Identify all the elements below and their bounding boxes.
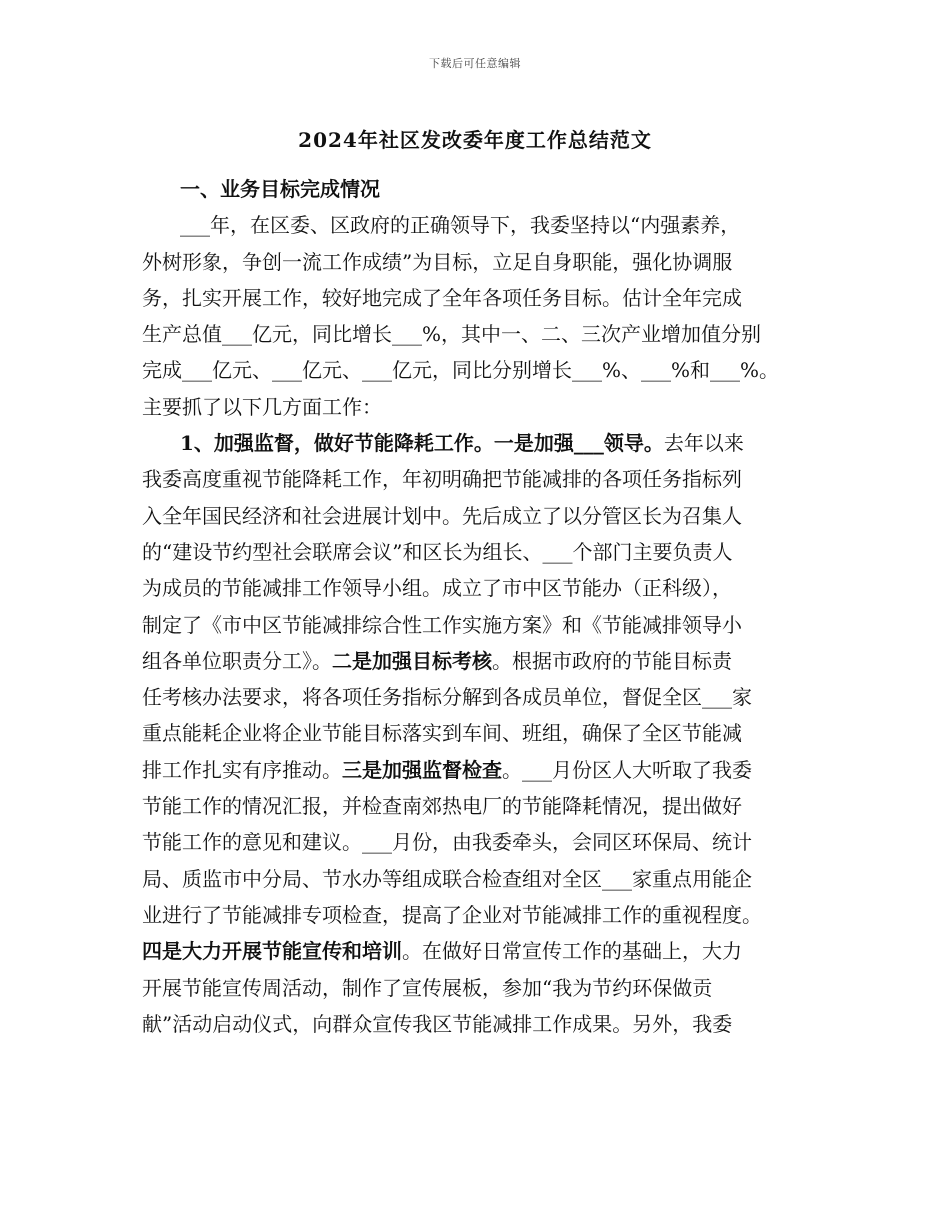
paragraph-line	[142, 643, 822, 679]
paragraph-text: 开展节能宣传周活动，制作了宣传展板，参加“我为节约环保做贡	[142, 975, 713, 1000]
paragraph-line	[142, 389, 822, 425]
paragraph-line	[142, 824, 822, 860]
paragraph-text: 献”活动启动仪式，向群众宣传我区节能减排工作成果。另外，我委	[142, 1011, 733, 1036]
section-heading-text: 一、业务目标完成情况	[180, 177, 380, 201]
paragraph-line	[142, 425, 822, 461]
paragraph-text: 的“建设节约型社会联席会议”和区长为组长、___个部门主要负责人	[142, 539, 733, 564]
paragraph-line	[142, 897, 822, 933]
paragraph-line	[142, 1006, 822, 1042]
paragraph-line	[142, 280, 822, 316]
paragraph-line	[142, 461, 822, 497]
paragraph-text: 我委高度重视节能降耗工作，年初明确把节能减排的各项任务指标列	[142, 467, 742, 492]
page-header-note: 下载后可任意编辑	[429, 57, 521, 70]
paragraph-line	[142, 244, 822, 280]
paragraph-text: 排工作扎实有序推动。	[142, 757, 342, 782]
paragraph-text: 去年以来	[663, 431, 744, 456]
bold-lead: 三是加强监督检查	[342, 757, 502, 782]
paragraph-text: 为成员的节能减排工作领导小组。成立了市中区节能办（正科级），	[142, 576, 732, 601]
bold-lead: 四是大力开展节能宣传和培训	[142, 939, 402, 964]
paragraph-line	[142, 534, 822, 570]
document-body	[142, 171, 822, 1042]
paragraph-text: 。在做好日常宣传工作的基础上，大力	[402, 939, 742, 964]
paragraph-text: 局、质监市中分局、节水办等组成联合检查组对全区___家重点用能企	[142, 866, 752, 891]
section-heading	[142, 171, 822, 207]
paragraph-line	[142, 752, 822, 788]
paragraph-text: 入全年国民经济和社会进展计划中。先后成立了以分管区长为召集人	[142, 503, 742, 528]
paragraph-line	[142, 861, 822, 897]
paragraph-line	[142, 715, 822, 751]
paragraph-text: 节能工作的意见和建议。___月份，由我委牵头，会同区环保局、统计	[142, 830, 752, 855]
paragraph-line	[142, 352, 822, 388]
paragraph-text: 重点能耗企业将企业节能目标落实到车间、班组，确保了全区节能减	[142, 721, 742, 746]
paragraph-text: ___年，在区委、区政府的正确领导下，我委坚持以“内强素养，	[180, 213, 741, 238]
paragraph-line	[142, 570, 822, 606]
paragraph-text: 完成___亿元、___亿元、___亿元，同比分别增长___%、___%和___%。	[142, 358, 780, 383]
paragraph-text: 主要抓了以下几方面工作：	[142, 394, 382, 419]
paragraph-text: 。___月份区人大听取了我委	[502, 757, 752, 782]
paragraph-line	[142, 788, 822, 824]
paragraph-line	[142, 607, 822, 643]
paragraph-text: 务，扎实开展工作，较好地完成了全年各项任务目标。估计全年完成	[142, 285, 742, 310]
paragraph-line	[142, 970, 822, 1006]
paragraph-text: 外树形象，争创一流工作成绩”为目标，立足自身职能，强化协调服	[142, 249, 733, 274]
paragraph-text: 任考核办法要求，将各项任务指标分解到各成员单位，督促全区___家	[142, 685, 752, 710]
paragraph-line	[142, 498, 822, 534]
paragraph-text: 。根据市政府的节能目标责	[492, 648, 732, 673]
paragraph-text: 制定了《市中区节能减排综合性工作实施方案》和《节能减排领导小	[142, 612, 742, 637]
bold-lead: 1、加强监督，做好节能降耗工作。一是加强___领导。	[180, 431, 664, 456]
paragraph-text: 节能工作的情况汇报，并检查南郊热电厂的节能降耗情况，提出做好	[142, 794, 742, 819]
paragraph-text: 生产总值___亿元，同比增长___%，其中一、二、三次产业增加值分别	[142, 322, 762, 347]
paragraph-line	[142, 316, 822, 352]
paragraph-text: 业进行了节能减排专项检查，提高了企业对节能减排工作的重视程度。	[142, 902, 762, 927]
bold-lead: 二是加强目标考核	[332, 648, 492, 673]
paragraph-line	[142, 207, 822, 243]
document-title: 2024年社区发改委年度工作总结范文	[298, 128, 652, 152]
paragraph-line	[142, 933, 822, 969]
paragraph-line	[142, 679, 822, 715]
paragraph-text: 组各单位职责分工》。	[142, 648, 332, 673]
